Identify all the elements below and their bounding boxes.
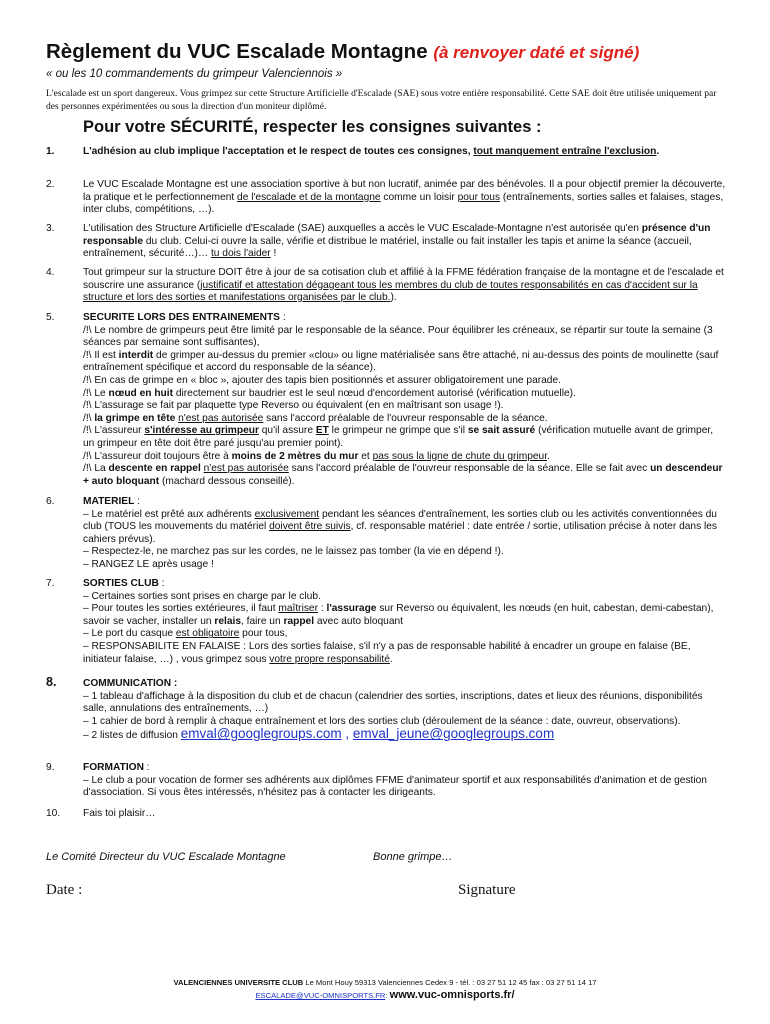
rule-number: 4. — [46, 267, 55, 278]
text-part: . — [389, 653, 393, 665]
footer-address — [0, 978, 770, 987]
rule-text-part: L'adhésion au club implique l'acceptation et le respect de toutes ces consignes, — [83, 146, 474, 157]
text-underlined: est obligatoire — [175, 628, 240, 640]
date-label: Date : — [46, 882, 83, 898]
rule-line — [83, 413, 726, 426]
rule-line — [83, 603, 726, 628]
rule-text-underlined: tout manquement entraîne l'exclusion — [473, 146, 657, 157]
text-part: , cf. responsable matériel : date entrée / sortie, utilisation précise à noter dans les cahiers prévus). — [83, 521, 718, 545]
section-heading: SECURITE LORS DES ENTRAINEMENTS — [83, 312, 280, 323]
text-part: pendant les séances d'entraînement, les sorties club ou les activités conventionnées du club (TOUS les mouvements du matériel — [83, 508, 717, 533]
rule-number: 5. — [46, 312, 55, 323]
footer-links — [0, 989, 770, 1001]
rule-line — [83, 425, 726, 450]
rule-text-underlined: tu dois l'aider — [210, 248, 271, 260]
rule-line: – Respectez-le, ne marchez pas sur les cordes, ne le laissez pas tomber (la vie en dépend !). — [83, 546, 504, 558]
text-part: . — [547, 450, 550, 462]
rule-line — [83, 451, 726, 464]
closing-greeting: Bonne grimpe… — [373, 851, 453, 863]
rule-line: /!\ Le nombre de grimpeurs peut être limité par le responsable de la séance. Pour équilibrer les créneaux, se répartir sur toute la semaine (3 séances par semaine sont suffisantes), — [83, 324, 713, 349]
text-underlined: n'est pas autorisée — [203, 463, 289, 475]
rule-line: – 1 cahier de bord à remplir à chaque entraînement et lors des sorties club (déroulement de la séance : date, ouvreur, observations). — [83, 715, 681, 727]
rule-text — [83, 678, 726, 743]
subtitle: « ou les 10 commandements du grimpeur Valenciennois » — [46, 68, 343, 80]
text-bold-underlined: ET — [315, 425, 329, 437]
rule-number: 3. — [46, 223, 55, 234]
text-bold: descente en rappel — [108, 463, 201, 475]
rule-text-part: ). — [390, 292, 397, 304]
rule-text — [83, 578, 726, 666]
rule-text — [83, 179, 726, 217]
heading-suffix: : — [143, 762, 150, 773]
rule-line — [83, 641, 726, 666]
text-part: qu'il assure — [258, 425, 316, 437]
rule-line: – Le club a pour vocation de former ses adhérents aux diplômes FFME d'animateur sportif et aux responsabilités d'animation et de gestion d'association. Si vous êtes intéressés, n'hésitez pas à contacter les dirigeants. — [83, 774, 707, 799]
text-part: sans l'accord préalable de l'ouvreur responsable de la séance. Elle se fait avec — [288, 463, 651, 475]
rule-text-part: comme un loisir — [380, 191, 458, 203]
rule-text-part: Tout grimpeur sur la structure DOIT être à jour de sa cotisation club et affilié à la FFME fédération française de la montagne et de l'escalade et souscrire une assurance ( — [83, 267, 724, 291]
rule-line — [83, 388, 726, 401]
rule-number: 8. — [46, 675, 57, 689]
mailing-list-link-2[interactable]: emval_jeune@googlegroups.com — [352, 726, 555, 742]
rule-text-underlined: justificatif et attestation dégageant tous les membres du club de toutes responsabilités en cas d'accident sur la structure et lors des sorties et manifestations organisées par le club. — [83, 279, 698, 304]
rule-line — [83, 350, 726, 375]
text-underlined: maîtriser — [278, 603, 318, 615]
text-part: /!\ L'assureur — [83, 425, 145, 437]
rule-line — [83, 509, 726, 547]
text-bold: nœud en huit — [108, 387, 173, 399]
rule-text-part: . — [656, 146, 660, 157]
rule-text-part: L'utilisation des Structure Artificielle d'Escalade (SAE) auxquelles a accès le VUC Escalade-Montagne n'est autorisée qu'en — [83, 223, 642, 234]
text-bold: moins de 2 mètres du mur — [231, 450, 359, 462]
text-part: : — [317, 603, 327, 615]
footer-org: VALENCIENNES UNIVERSITE CLUB — [173, 978, 304, 987]
text-part: /!\ — [83, 412, 95, 424]
text-part: directement sur baudrier est le seul nœud d'encordement autorisé (vérification mutuelle). — [173, 387, 576, 399]
rule-line: – RANGEZ LE après usage ! — [83, 558, 214, 570]
rule-number: 1. — [46, 146, 55, 157]
rule-text — [83, 267, 726, 305]
heading-suffix: : — [279, 312, 286, 323]
text-bold: l'assurage — [326, 603, 377, 615]
section-heading: MATERIEL — [83, 496, 135, 507]
rule-number: 2. — [46, 179, 55, 190]
text-bold: interdit — [118, 349, 154, 361]
text-part: sans l'accord préalable de l'ouvreur responsable de la séance. — [263, 412, 548, 424]
rule-number: 6. — [46, 496, 55, 507]
text-part: /!\ L'assureur doit toujours être à — [83, 450, 232, 462]
security-heading: Pour votre SÉCURITÉ, respecter les consignes suivantes : — [83, 118, 542, 136]
text-part: – Le port du casque — [83, 628, 176, 640]
rule-text-part: (entraînements, sorties salles et falaises, stages, inter clubs, compétitions, …). — [83, 191, 724, 216]
rule-text-bold: présence d'un responsable — [83, 223, 711, 247]
text-bold: se sait assuré — [467, 425, 536, 437]
heading-suffix: : — [158, 578, 165, 589]
rule-line: – Certaines sorties sont prises en charge par le club. — [83, 590, 321, 602]
section-heading: SORTIES CLUB — [83, 578, 159, 589]
rule-text — [83, 146, 726, 159]
rule-line: /!\ En cas de grimpe en « bloc », ajouter des tapis bien positionnés et assurer obligatoirement une parade. — [83, 374, 561, 386]
link-separator: , — [341, 726, 353, 742]
mailing-list-link-1[interactable]: emval@googlegroups.com — [180, 726, 342, 742]
text-part: le grimpeur ne grimpe que s'il — [328, 425, 468, 437]
section-heading: COMMUNICATION : — [83, 678, 178, 689]
rule-text — [83, 762, 726, 800]
footer-contact: Le Mont Houy 59313 Valenciennes Cedex 9 - tél. : 03 27 51 12 45 fax : 03 27 51 14 17 — [303, 978, 597, 987]
rule-text — [83, 312, 726, 488]
text-underlined: doivent être suivis — [269, 521, 351, 533]
signature-label: Signature — [458, 882, 516, 898]
footer-email-link[interactable]: ESCALADE@VUC-OMNISPORTS.FR — [255, 991, 386, 1000]
text-bold: un descendeur + auto bloquant — [83, 463, 723, 487]
rule-number: 9. — [46, 762, 55, 773]
text-underlined: votre propre responsabilité — [269, 653, 390, 665]
text-bold: relais — [214, 615, 241, 627]
heading-suffix: : — [134, 496, 140, 507]
text-bold: rappel — [283, 615, 315, 627]
footer-website[interactable]: www.vuc-omnisports.fr/ — [389, 989, 515, 1001]
committee-signoff: Le Comité Directeur du VUC Escalade Montagne — [46, 851, 286, 863]
rule-line — [83, 728, 726, 743]
text-part: /!\ Il est — [83, 349, 119, 361]
text-bold-underlined: s'intéresse au grimpeur — [144, 425, 259, 437]
rule-number: 7. — [46, 578, 55, 589]
text-underlined: exclusivement — [254, 508, 320, 520]
intro-paragraph: L'escalade est un sport dangereux. Vous grimpez sur cette Structure Artificielle d'Escalade (SAE) sous votre entière responsabilité. Cette SAE doit être utilisée uniquement par des personnes expérimentées ou sous la direction d'un moniteur diplômé. — [46, 88, 717, 112]
text-part: sur Reverso ou équivalent, les nœuds (en huit, cabestan, demi-cabestan), savoir se vacher, installer un — [83, 603, 714, 627]
text-part: de grimper au-dessus du premier «clou» ou ligne matérialisée sans être attaché, ni au-dessus des points de moulinette (sauf entraînement spécifique et accord du responsable de la séance). — [83, 349, 719, 374]
text-part: /!\ Le — [83, 387, 109, 399]
rule-text-part: du club. Celui-ci ouvre la salle, vérifie et distribue le matériel, installe ou fait installer les tapis et anime la séance (accueil, entraînement, sécurité…)… — [83, 235, 692, 260]
title-instruction: (à renvoyer daté et signé) — [433, 43, 640, 62]
title-main: Règlement du VUC Escalade Montagne — [46, 40, 428, 63]
rule-text-underlined: pour tous — [457, 191, 501, 203]
rule-text — [83, 223, 726, 261]
rule-line — [83, 628, 726, 641]
text-part: /!\ La — [83, 463, 109, 475]
section-heading: FORMATION — [83, 762, 144, 773]
rule-text — [83, 496, 726, 572]
rule-text: Fais toi plaisir… — [83, 808, 156, 819]
text-underlined: n'est pas autorisée — [178, 412, 264, 424]
text-part: (machard dessous conseillé). — [159, 475, 295, 487]
text-part: (vérification mutuelle avant de grimper, un grimpeur en tête doit être paré jusqu'au premier point). — [83, 425, 714, 449]
text-part: pour tous, — [239, 628, 288, 640]
rule-text-part: ! — [270, 248, 277, 260]
rule-text-part: Le VUC Escalade Montagne est une association sportive à but non lucratif, animée par des bénévoles. Il a pour objectif premier la découverte, la pratique et le perfectionnement — [83, 179, 726, 203]
text-bold: la grimpe en tête — [94, 412, 176, 424]
rule-line: /!\ L'assurage se fait par plaquette type Reverso ou équivalent (en en maîtrisant son usage !). — [83, 400, 504, 412]
rule-line — [83, 463, 726, 488]
text-part: – Pour toutes les sorties extérieures, il faut — [83, 603, 279, 615]
text-part: – 2 listes de diffusion — [83, 730, 181, 742]
rule-line: – 1 tableau d'affichage à la disposition du club et de chacun (calendrier des sorties, inscriptions, dates et lieux des réunions, disponibilités salle, annulations des entraînements, …) — [83, 690, 703, 715]
text-part: , faire un — [241, 615, 284, 627]
rule-number: 10. — [46, 808, 61, 819]
text-part: – Le matériel est prêté aux adhérents — [83, 508, 255, 520]
text-underlined: pas sous la ligne de chute du grimpeur — [372, 450, 548, 462]
rule-text-underlined: de l'escalade et de la montagne — [237, 191, 381, 203]
document-title — [46, 40, 746, 64]
text-part: avec auto bloquant — [314, 615, 403, 627]
text-part: et — [358, 450, 373, 462]
footer-colon: : — [385, 991, 390, 1000]
text-part: – RESPONSABILITE EN FALAISE : Lors des sorties falaise, s'il n'y a pas de responsable habilité à encadrer un groupe en falaise (BE, initiateur falaise, …) , vous grimpez sous — [83, 640, 691, 665]
